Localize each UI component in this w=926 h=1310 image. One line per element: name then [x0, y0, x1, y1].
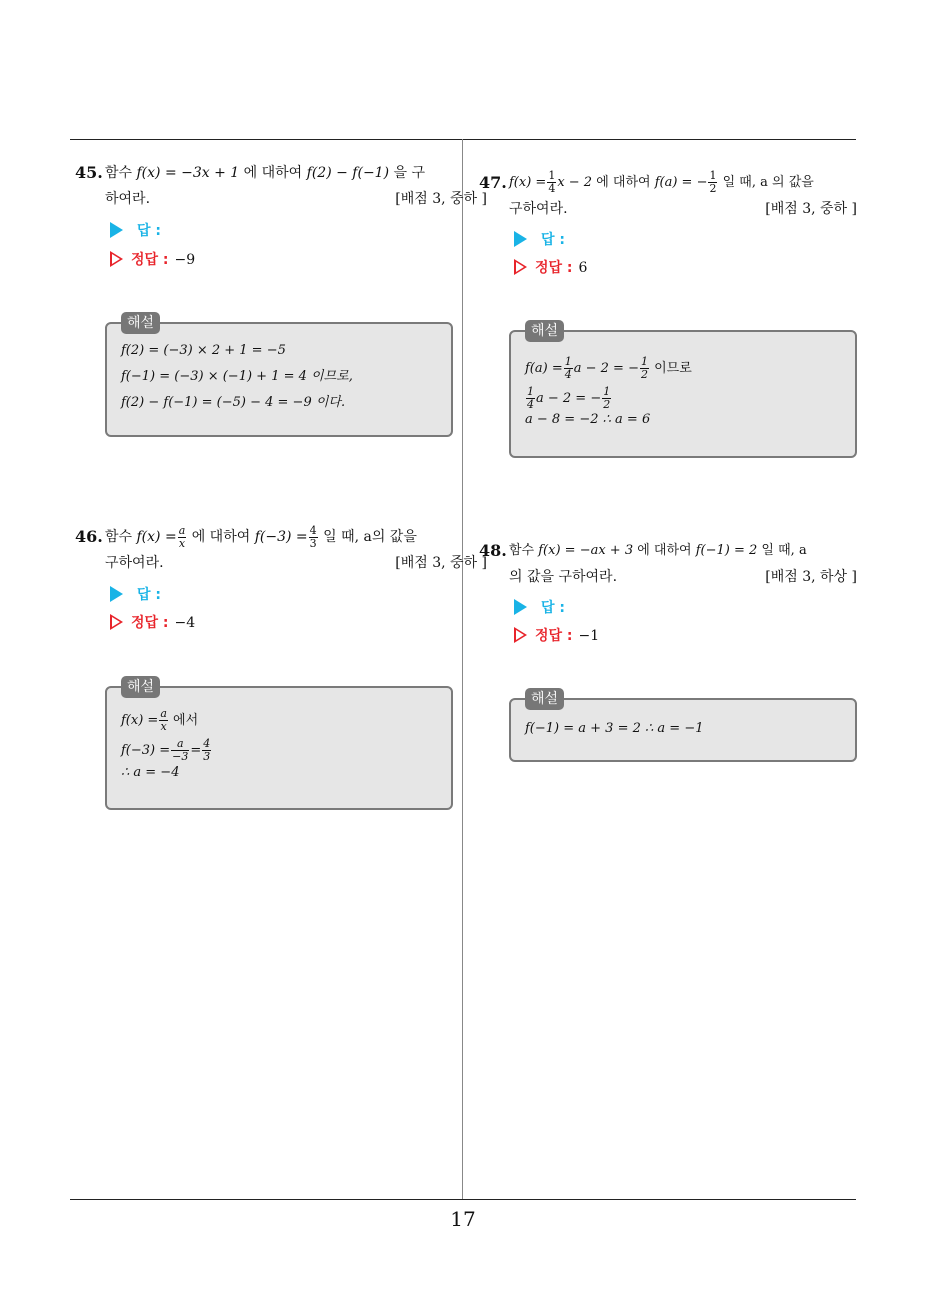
solution-line: a − 8 = −2 ∴ a = 6 — [525, 412, 651, 427]
solution-line: ∴ a = −4 — [121, 765, 180, 780]
fraction: $\frac{4}{3}$ — [309, 523, 317, 550]
answer-label: 답 : — [514, 597, 565, 617]
solution-box — [105, 679, 453, 810]
math-expression: f(x) = — [509, 175, 547, 190]
bottom-rule — [70, 1199, 856, 1200]
outline-arrow-icon — [110, 614, 123, 630]
question-text — [479, 538, 857, 590]
math-expression: f(x) = −3x + 1 — [136, 165, 240, 181]
problem-46 — [75, 523, 487, 576]
fraction: $\frac{1}{4}$ — [548, 169, 556, 195]
play-arrow-icon — [110, 586, 123, 602]
solution-line: f(−3) = $\frac{a}{-3}$ = $\frac{4}{3}$ — [121, 737, 211, 763]
math-expression: f(−1) = 2 — [695, 543, 758, 558]
question-line: 을 구 — [389, 165, 425, 181]
question-line: 일 때, a — [757, 543, 807, 558]
correct-value: −1 — [578, 628, 600, 644]
problem-number: 45. — [75, 163, 103, 182]
math-expression: x − 2 — [557, 175, 593, 190]
fraction: $\frac{a}{x}$ — [178, 523, 186, 550]
math-expression: f(−3) = — [254, 529, 308, 545]
answer-label: 답 : — [514, 229, 565, 249]
correct-label: 정답 : — [131, 615, 169, 631]
answer-label: 답 : — [110, 584, 161, 604]
solution-box — [509, 691, 857, 762]
correct-answer — [514, 257, 587, 277]
question-line: 구하여라. — [509, 201, 568, 217]
outline-arrow-icon — [514, 259, 527, 275]
fraction: $\frac{1}{2}$ — [640, 355, 648, 381]
score-label: [배점 3, 중하 ] — [395, 191, 487, 207]
fraction: $\frac{1}{2}$ — [603, 385, 611, 411]
problem-number: 46. — [75, 527, 103, 546]
outline-arrow-icon — [110, 251, 123, 267]
solution-line: f(2) − f(−1) = (−5) − 4 = −9 이다. — [121, 395, 346, 410]
question-line: 에 대하여 — [592, 175, 655, 190]
solution-box — [509, 323, 857, 458]
solution-line: f(x) = $\frac{a}{x}$ 에서 — [121, 707, 199, 733]
math-expression: f(2) − f(−1) — [306, 165, 390, 181]
outline-arrow-icon — [514, 627, 527, 643]
question-text — [75, 160, 487, 212]
column-divider — [462, 139, 463, 1200]
question-text — [479, 169, 857, 222]
question-line: 일 때, a의 값을 — [318, 529, 417, 545]
fraction: $\frac{a}{-3}$ — [172, 737, 189, 763]
math-expression: f(a) = − — [654, 175, 708, 190]
score-label: [배점 3, 중하 ] — [765, 201, 857, 217]
question-text — [75, 523, 487, 576]
solution-line: $\frac{1}{4}$ a − 2 = − $\frac{1}{2}$ — [527, 385, 611, 411]
question-line: 일 때, a 의 값을 — [718, 175, 814, 190]
problem-number: 48. — [479, 541, 507, 560]
play-arrow-icon — [110, 222, 123, 238]
math-expression: f(x) = −ax + 3 — [538, 543, 634, 558]
play-arrow-icon — [514, 231, 527, 247]
question-line: 에 대하여 — [187, 529, 255, 545]
solution-tag: 해설 — [121, 312, 160, 334]
math-expression: f(x) = — [136, 529, 177, 545]
question-line: 하여라. — [105, 191, 151, 207]
correct-label: 정답 : — [535, 628, 573, 644]
problem-48 — [479, 538, 857, 590]
correct-answer — [514, 625, 599, 645]
correct-label: 정답 : — [131, 252, 169, 268]
play-arrow-icon — [514, 599, 527, 615]
correct-value: 6 — [578, 260, 588, 276]
solution-tag: 해설 — [525, 320, 564, 342]
score-label: [배점 3, 중하 ] — [395, 555, 487, 571]
solution-line: f(−1) = a + 3 = 2 ∴ a = −1 — [525, 721, 704, 736]
page-number: 17 — [450, 1207, 476, 1231]
correct-value: −4 — [174, 615, 196, 631]
question-line: 에 대하여 — [239, 165, 307, 181]
correct-answer — [110, 612, 195, 632]
question-line: 의 값을 구하여라. — [509, 569, 618, 585]
question-line: 에 대하여 — [633, 543, 696, 558]
problem-number: 47. — [479, 173, 507, 192]
solution-tag: 해설 — [121, 676, 160, 698]
question-line: 함수 — [105, 165, 137, 181]
solution-line: f(a) = $\frac{1}{4}$ a − 2 = − $\frac{1}{2}$ 이므로 — [525, 355, 692, 381]
correct-label: 정답 : — [535, 260, 573, 276]
correct-answer — [110, 249, 195, 269]
fraction: $\frac{1}{4}$ — [527, 385, 534, 411]
solution-tag: 해설 — [525, 688, 564, 710]
fraction: $\frac{a}{x}$ — [160, 707, 167, 733]
question-line: 함수 — [509, 543, 539, 558]
question-line: 함수 — [105, 529, 137, 545]
score-label: [배점 3, 하상 ] — [765, 569, 857, 585]
solution-line: f(2) = (−3) × 2 + 1 = −5 — [121, 343, 286, 358]
answer-label: 답 : — [110, 220, 161, 240]
problem-45 — [75, 160, 487, 212]
solution-box — [105, 315, 453, 437]
fraction: $\frac{4}{3}$ — [203, 737, 211, 763]
top-rule — [70, 139, 856, 140]
fraction: $\frac{1}{4}$ — [564, 355, 572, 381]
fraction: $\frac{1}{2}$ — [709, 169, 717, 195]
question-line: 구하여라. — [105, 555, 164, 571]
solution-line: f(−1) = (−3) × (−1) + 1 = 4 이므로, — [121, 369, 353, 384]
correct-value: −9 — [174, 252, 196, 268]
problem-47 — [479, 169, 857, 222]
